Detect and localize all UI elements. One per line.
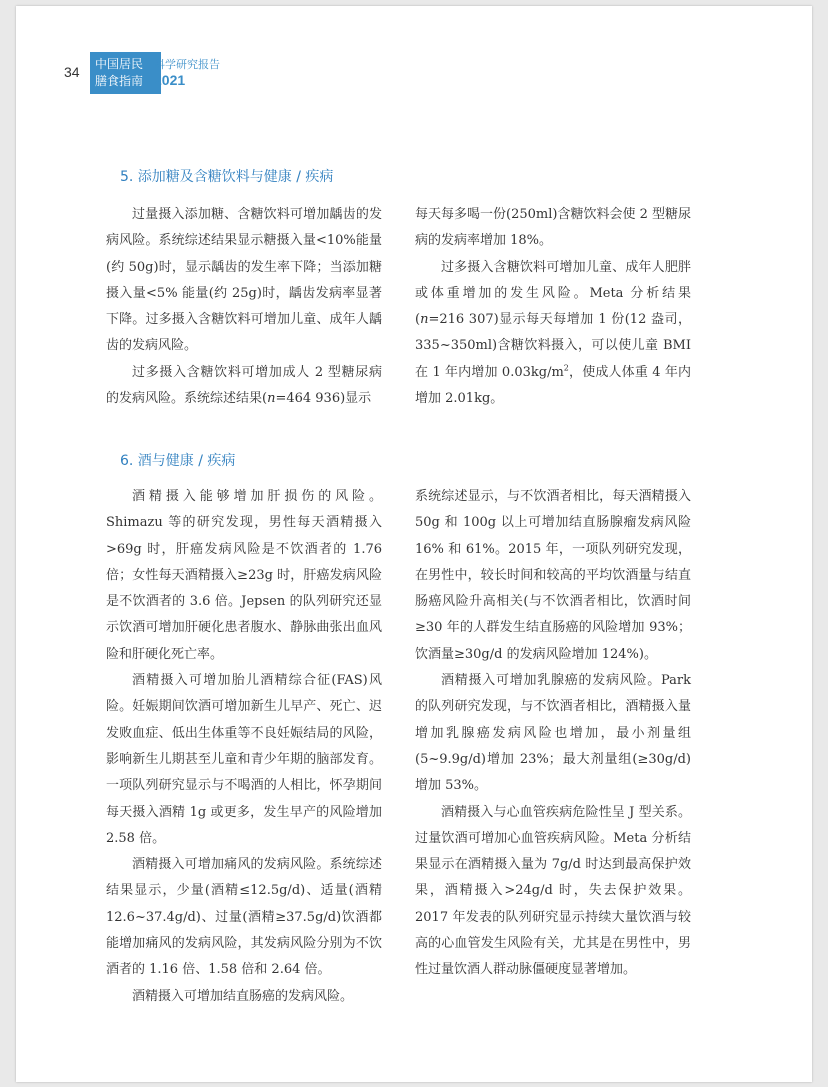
- paragraph: 过量摄入添加糖、含糖饮料可增加龋齿的发病风险。系统综述结果显示糖摄入量<10%能量(约 50g)时，显示龋齿的发生率下降；当添加糖摄入量<5% 能量(约 25g)时，龋齿发病率显著下降。过多摄入含糖饮料可增加儿童、成年人龋齿的发病风险。: [106, 207, 382, 354]
- paragraph: 酒精摄入可增加结直肠癌的发病风险。: [132, 988, 354, 1004]
- section-6-left-column: [106, 484, 382, 1010]
- paragraph: 酒精摄入可增加胎儿酒精综合征(FAS)风险。妊娠期间饮酒可增加新生儿早产、死亡、迟发败血症、低出生体重等不良妊娠结局的风险，影响新生儿期甚至儿童和青少年期的脑部发育。一项队列研究显示与不喝酒的人相比，怀孕期间每天摄入酒精 1g 或更多，发生早产的风险增加 2.58 倍。: [106, 673, 382, 846]
- paragraph: 酒精摄入可增加痛风的发病风险。系统综述结果显示，少量(酒精≤12.5g/d)、适量(酒精 12.6~37.4g/d)、过量(酒精≥37.5g/d)饮酒都能增加痛风的发病风险，其发病风险分别为不饮酒者的 1.16 倍、1.58 倍和 2.64 倍。: [106, 857, 382, 978]
- paragraph: 每天每多喝一份(250ml)含糖饮料会使 2 型糖尿病的发病率增加 18%。: [415, 207, 691, 249]
- paragraph: 酒精摄入能够增加肝损伤的风险。Shimazu 等的研究发现，男性每天酒精摄入>69g 时，肝癌发病风险是不饮酒者的 1.76 倍；女性每天酒精摄入≥23g 时，肝癌发病风险是不饮酒者的 3.6 倍。Jepsen 的队列研究还显示饮酒可增加肝硬化患者腹水、静脉曲张出血风险和肝硬化死亡率。: [106, 489, 382, 662]
- report-subtitle: 科学研究报告: [154, 58, 220, 71]
- paragraph: 过多摄入含糖饮料可增加儿童、成年人肥胖或体重增加的发生风险。Meta 分析结果(n=216 307)显示每天每增加 1 份(12 盎司，335~350ml)含糖饮料摄入，可以使儿童 BMI 在 1 年内增加 $0.03kg/m^2$，使成人体重 4 年内增加 2.01kg。: [415, 259, 691, 407]
- section-6-title: 6. 酒与健康 / 疾病: [120, 453, 236, 469]
- document-page: [16, 6, 812, 1082]
- report-year: 2021: [154, 72, 186, 88]
- page-number: 34: [64, 64, 80, 80]
- section-5-right-column: [415, 202, 691, 412]
- logo-line-1: 中国居民: [95, 57, 144, 71]
- paragraph: 酒精摄入与心血管疾病危险性呈 J 型关系。过量饮酒可增加心血管疾病风险。Meta 分析结果显示在酒精摄入量为 7g/d 时达到最高保护效果，酒精摄入>24g/d 时，失去保护效果。2017 年发表的队列研究显示持续大量饮酒与较高的心血管发生风险有关，尤其是在男性中，男性过量饮酒人群动脉僵硬度显著增加。: [415, 804, 691, 978]
- section-5-title: 5. 添加糖及含糖饮料与健康 / 疾病: [120, 169, 334, 185]
- paragraph: 过多摄入含糖饮料可增加成人 2 型糖尿病的发病风险。系统综述结果(n=464 936)显示: [106, 364, 382, 407]
- guide-logo: [90, 52, 161, 94]
- section-5-left-column: [106, 202, 382, 412]
- paragraph: 系统综述显示，与不饮酒者相比，每天酒精摄入 50g 和 100g 以上可增加结直肠腺瘤发病风险 16% 和 61%。2015 年，一项队列研究发现，在男性中，较长时间和较高的平均饮酒量与结直肠癌风险升高相关(与不饮酒者相比，饮酒时间≥30 年的人群发生结直肠癌的风险增加 93%；饮酒量≥30g/d 的发病风险增加 124%)。: [415, 489, 691, 662]
- logo-line-2: 膳食指南: [95, 74, 144, 88]
- section-6-right-column: [415, 484, 691, 984]
- paragraph: 酒精摄入可增加乳腺癌的发病风险。Park 的队列研究发现，与不饮酒者相比，酒精摄入量增加乳腺癌发病风险也增加，最小剂量组(5~9.9g/d)增加 23%；最大剂量组(≥30g/d)增加 53%。: [415, 673, 691, 794]
